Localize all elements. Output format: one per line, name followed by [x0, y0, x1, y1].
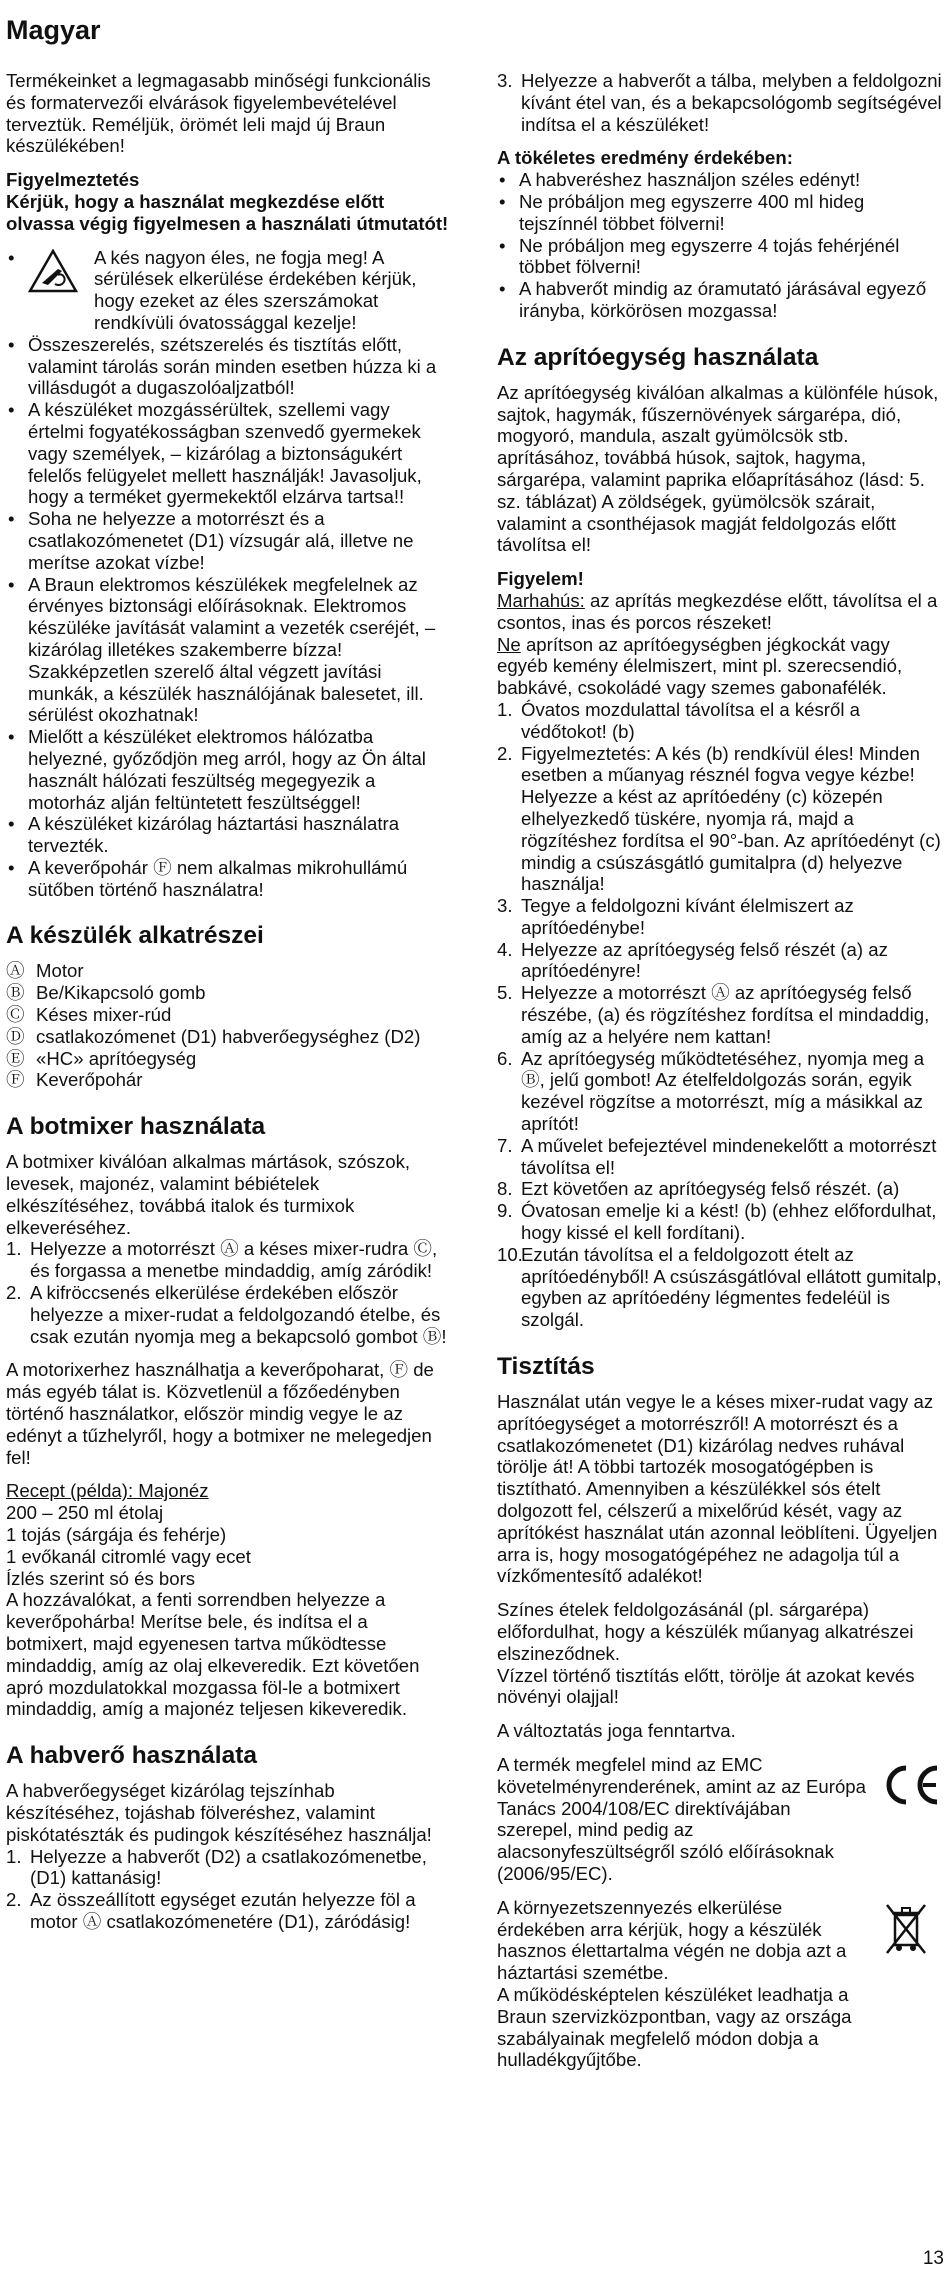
disposal-text: A környezetszennyezés elkerülése érdekében arra kérjük, hogy a készülék hasznos élettartalma végén ne dobja azt a háztartási szemétbe. A működésképtelen készüléket leadhatja a Braun szervizközpontban, vagy az országa szabályainak megfelelő módon dobja a hulladékgyűjtőbe. [497, 1896, 852, 2071]
warning-item: • A Braun elektromos készülékek megfelelnek az érvényes biztonsági előírásoknak. Elektromos készüléke javítását valamint a vezeték cseréjét, – kizárólag illetékes szakemberre bízza! Szakképzetlen szerelő által végzett javítási munkák, a készülék használójának balesetet, ill. sérülést okozhatnak! [6, 574, 450, 727]
chopper-beef-note: Marhahús: az aprítás megkezdése előtt, távolítsa el a csontos, inas és porcos részeket! [497, 589, 938, 633]
chopper-attention: Figyelem! [497, 568, 584, 590]
step-item: 1. Helyezze a motorrészt Ⓐ a késes mixer-rudra Ⓒ, és forgassa a menetbe mindaddig, amíg záródik! [6, 1238, 438, 1282]
step-item: 7. A művelet befejeztével mindenekelőtt a motorrészt távolítsa el! [497, 1134, 937, 1178]
recipe-line: 1 evőkanál citromlé vagy ecet [6, 1545, 251, 1567]
rights-note: A változtatás joga fenntartva. [497, 1720, 736, 1742]
tip-item: • Ne próbáljon meg egyszerre 400 ml hideg tejszínnél többet fölverni! [497, 191, 943, 235]
part-item: Ⓔ «HC» aprítóegység [6, 1047, 197, 1069]
warning-item: • A készüléket mozgássérültek, szellemi vagy értelmi fogyatékosságban szenvedő gyermekek vagy személyek, – kizárólag a biztonságukért felelős felügyelet mellett használják! Javasoljuk, hogy a terméket gyermekektől elzárva tartsa!! [6, 399, 450, 508]
page-number: 13 [922, 2248, 944, 2269]
warning-item: • A készüléket kizárólag háztartási használatra tervezték. [6, 813, 450, 857]
warning-heading: Figyelmeztetés [6, 169, 140, 191]
whisk-heading: A habverő használata [6, 1742, 257, 1770]
tip-item: • A habverőt mindig az óramutató járásával egyező irányba, körkörösen mozgassa! [497, 278, 943, 322]
step-item: 9. Óvatosan emelje ki a kést! (b) (ehhez előfordulhat, hogy kissé el kell fordítani). [497, 1200, 937, 1244]
part-item: Ⓒ Késes mixer-rúd [6, 1004, 172, 1026]
warning-lead: Kérjük, hogy a használat megkezdése előtt olvassa végig figyelmesen a használati útmutatót! [6, 190, 449, 234]
warning-item: • Összeszerelés, szétszerelés és tisztítás előtt, valamint tárolás során minden esetben húzza ki a villásdugót a dugaszolóaljzatból! [6, 334, 450, 399]
step-item: 10. Ezután távolítsa el a feldolgozott ételt az aprítóedényből! A csúszásgátlóval ellátott gumitalp, egyben az aprítóedény légmentes fedeléül is szolgál. [497, 1243, 942, 1331]
step-item: 1. Helyezze a habverőt (D2) a csatlakozómenetbe, (D1) kattanásig! [6, 1845, 427, 1889]
chopper-heading: Az aprítóegység használata [497, 343, 819, 371]
chopper-ne-note: Ne aprítson az aprítóegységben jégkockát vagy egyéb kemény élelmiszert, mint pl. szerecsendió, babkávé, csokoládé vagy szemes gabonafélék. [497, 633, 903, 699]
warning-item-knife: • A kés nagyon éles, ne fogja meg! A sérülések elkerülése érdekében kérjük, hogy ezeket az éles szerszámokat rendkívüli óvatossággal kezelje! [8, 246, 417, 333]
intro-text: Termékeinket a legmagasabb minőségi funkcionális és formatervezői elvárások figyelembevételével terveztük. Reméljük, örömét leli majd új Braun készülékében! [6, 70, 431, 157]
warning-item: • Soha ne helyezze a motorrészt és a csatlakozómenetet (D1) vízsugár alá, illetve ne merítse azokat vízbe! [6, 508, 450, 573]
step-item: 2. Figyelmeztetés: A kés (b) rendkívül éles! Minden esetben a műanyag résznél fogva vegye kézbe! Helyezze a kést az aprítóedény (c) közepén elhelyezkedő tüskére, nyomja rá, majd a rögzítéshez fordítsa el 90°-ban. Az aprítóedényt (c) mindig a csúszásgátló gumitalpra (d) helyezve használja! [497, 742, 941, 895]
part-item: Ⓐ Motor [6, 960, 84, 982]
knife-warning-icon [28, 249, 78, 293]
botmixer-after: A motorixerhez használhatja a keverőpoharat, Ⓕ de más egyéb tálat is. Közvetlenül a főzőedényben történő használatkor, először mindig vegye le az edényt a tűzhelyről, hogy a botmixer ne melegedjen fel! [6, 1359, 434, 1468]
step-item: 2. A kifröccsenés elkerülése érdekében először helyezze a mixer-rudat a feldolgozandó ételbe, és csak ezután nyomja meg a bekapcsoló gombot Ⓑ! [6, 1282, 447, 1347]
botmixer-heading: A botmixer használata [6, 1113, 266, 1141]
cleaning-heading: Tisztítás [497, 1353, 595, 1381]
chopper-intro: Az aprítóegység kiválóan alkalmas a különféle húsok, sajtok, hagymák, fűszernövények sárgarépa, dió, mogyoró, mandula, aszalt gyümölcsök stb. aprításához, továbbá húsok, sajtok, hagyma, sárgarépa, valamint paprika előaprításához (lásd: 5. sz. táblázat) A zöldségek, gyümölcsök szárait, valamint a csonthéjasok magját feldolgozás előtt távolítsa el! [497, 381, 939, 556]
step-item: 4. Helyezze az aprítóegység felső részét (a) az aprítóedényre! [497, 938, 888, 982]
warning-item: • A keverőpohár Ⓕ nem alkalmas mikrohullámú sütőben történő használatra! [6, 857, 450, 901]
ce-text: A termék megfelel mind az EMC követelményrenderének, amint az az Európa Tanács 2004/108/EC direktívájában szerepel, mind pedig az alacsonyfeszültségről szóló előírásoknak (2006/95/EC). [497, 1753, 866, 1884]
ce-mark-icon [879, 1760, 941, 1810]
tip-item: • Ne próbáljon meg egyszerre 4 tojás fehérjénél többet fölverni! [497, 235, 943, 279]
crossed-bin-icon [885, 1901, 929, 1959]
step-item: 8. Ezt követően az aprítóegység felső részét. (a) [497, 1178, 900, 1200]
part-item: Ⓕ Keverőpohár [6, 1069, 143, 1091]
recipe-title: Recept (példa): Majonéz [6, 1480, 209, 1502]
whisk-steps-left [6, 1846, 450, 1933]
step-item: 2. Az összeállított egységet ezután helyezze föl a motor Ⓐ csatlakozómenetére (D1), záródásig! [6, 1889, 416, 1932]
botmixer-intro: A botmixer kiválóan alkalmas mártások, szószok, levesek, majonéz, valamint bébiételek elkészítéséhez, továbbá italok és turmixok elkeveréséhez. [6, 1151, 411, 1238]
warning-item: • Mielőtt a készüléket elektromos hálózatba helyezné, győződjön meg arról, hogy az Ön által használt hálózati feszültség megegyezik a motorház alján feltüntetett feszültséggel! [6, 726, 450, 813]
tips-title: A tökéletes eredmény érdekében: [497, 147, 793, 169]
chopper-steps [497, 699, 943, 1331]
cleaning-color-note: Színes ételek feldolgozásánál (pl. sárgarépa) előfordulhat, hogy a készülék műanyag alkatrészei elszineződnek. Vízzel történő tisztítás előtt, törölje át azokat kevés növényi olajjal! [497, 1599, 915, 1708]
cleaning-text: Használat után vegye le a késes mixer-rudat vagy az aprítóegységet a motorrészről! A motorrészt és a csatlakozómenetet (D1) kizárólag nedves ruhával törölje át! A többi tartozék mosogatógépben is tisztítható. Amennyiben a készülékkel sós ételt dolgozott fel, célszerű a mixelőrúd kését, vagy az aprítókést használat után azonnal leöblíteni. Ügyeljen arra is, hogy mosogatógépéhez ne adagolja túl a vízkőmentesítő adalékot! [497, 1391, 938, 1587]
tips-list [497, 169, 943, 322]
warning-bullets [6, 334, 450, 901]
warning-list [6, 247, 450, 901]
recipe-line: Ízlés szerint só és bors [6, 1567, 196, 1589]
part-item: Ⓓ csatlakozómenet (D1) habverőegységhez (D2) [6, 1025, 421, 1047]
recipe-line: 200 – 250 ml étolaj [6, 1502, 164, 1524]
right-column [497, 14, 943, 2071]
step-item: 6. Az aprítóegység működtetéséhez, nyomja meg a Ⓑ, jelű gombot! Az ételfeldolgozás során, egyik kezével rögzítse a motorrészt, míg a másikkal az aprítót! [497, 1047, 925, 1135]
step-item: 5. Helyezze a motorrészt Ⓐ az aprítóegység felső részébe, (a) és rögzítéshez fordítsa el mindaddig, amíg az a helyére nem kattan! [497, 982, 930, 1047]
whisk-intro: A habverőegységet kizárólag tejszínhab készítéséhez, tojáshab fölveréshez, valamint piskótatészták és pudingok készítéséhez használja! [6, 1780, 432, 1845]
left-column [6, 14, 450, 1933]
tip-item: • A habveréshez használjon széles edényt! [497, 169, 943, 191]
warning-item-text: A kés nagyon éles, ne fogja meg! A sérülések elkerülése érdekében kérjük, hogy ezeket az éles szerszámokat rendkívüli óvatossággal kezelje! [94, 246, 417, 333]
part-item: Ⓑ Be/Kikapcsoló gomb [6, 982, 206, 1004]
botmixer-steps [6, 1238, 450, 1347]
disposal-section [497, 1897, 943, 2071]
page-title: Magyar [6, 15, 101, 45]
step-item: 1. Óvatos mozdulattal távolítsa el a késről a védőtokot! (b) [497, 698, 860, 742]
whisk-steps-right [497, 70, 943, 135]
recipe-text: A hozzávalókat, a fenti sorrendben helyezze a keverőpohárba! Merítse bele, és indítsa el a botmixert, majd egyenesen tartva működtesse mindaddig, amíg az olaj elkeveredik. Ezt követően apró mozdulatokkal mozgassa föl-le a botmixert mindaddig, amíg a majonéz teljesen kikeveredik. [6, 1589, 420, 1720]
parts-list [6, 960, 450, 1091]
step-item: 3. Tegye a feldolgozni kívánt élelmiszert az aprítóedénybe! [497, 895, 854, 938]
recipe-line: 1 tojás (sárgája és fehérje) [6, 1524, 227, 1546]
step-item: 3. Helyezze a habverőt a tálba, melyben a feldolgozni kívánt étel van, és a bekapcsológomb segítségével indítsa el a készüléket! [497, 70, 942, 135]
parts-heading: A készülék alkatrészei [6, 922, 264, 950]
ce-section [497, 1754, 943, 1885]
